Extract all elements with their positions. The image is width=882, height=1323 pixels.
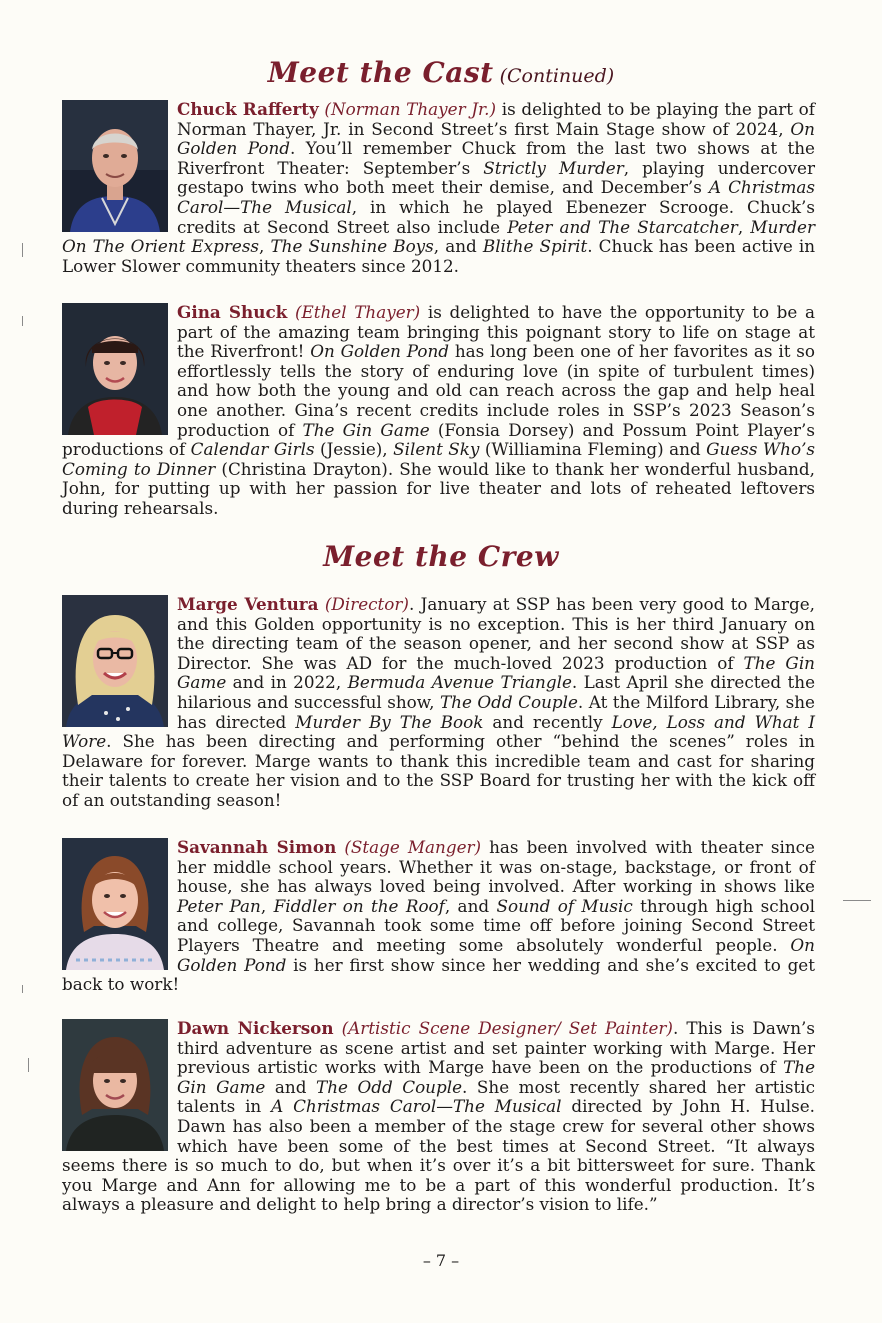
bio-title-italic: On Golden Pond [177, 934, 815, 975]
bio-text: . You’ll remember Chuck from the last two shows at the Riverfront Theater: September’s [177, 138, 815, 178]
bio-text: (Jessie), [314, 439, 394, 460]
bio-title-italic: The Odd Couple [316, 1076, 463, 1097]
bio-title-italic: Calendar Girls [190, 439, 315, 460]
bio-text: and [265, 1076, 316, 1097]
bio-text: , [737, 216, 751, 237]
bio-text: , in which he played Ebenezer Scrooge. Chuck’s credits at Second Street also include [177, 196, 815, 237]
bio-title-italic: The Gin Game [177, 652, 815, 693]
bio-title-italic: Sound of Music [496, 895, 633, 916]
bio-dawn-nickerson [62, 1019, 815, 1215]
scan-speck [843, 900, 871, 901]
bio-text: . She most recently shared her artistic talents in [177, 1076, 815, 1117]
bio-text: is her first show since her wedding and she’s excited to get back to work! [62, 954, 815, 995]
bio-text: , and [444, 895, 497, 916]
bio-text: (Christina Drayton). She would like to thank her wonderful husband, John, for putting up with her passion for live theater and lots of reheated leftovers during rehearsals. [62, 458, 815, 518]
headshot-savannah-simon [62, 838, 168, 970]
bio-title-italic: The Sunshine Boys [270, 236, 434, 257]
scan-speck [22, 316, 23, 326]
bio-title-italic: The Gin Game [302, 419, 430, 440]
bio-role: (Artistic Scene Designer/ Set Painter) [341, 1018, 673, 1038]
bio-title-italic: Blithe Spirit [482, 236, 588, 257]
bio-text: (Williamina Fleming) and [479, 439, 707, 460]
bio-title-italic: On Golden Pond [310, 341, 450, 362]
scan-speck [22, 243, 23, 257]
bio-text: , playing undercover gestapo twins who both meet their demise, and December’s [177, 157, 815, 198]
bio-text: is delighted to have the opportunity to be a part of the amazing team bringing this poignant story to life on stage at the Riverfront! [177, 302, 815, 362]
bio-title-italic: A Christmas Carol—The Musical [177, 177, 816, 217]
bio-text: (Fonsia Dorsey) and Possum Point Player’s productions of [62, 419, 815, 460]
bio-title-italic: Murder By The Book [295, 711, 484, 732]
bio-title-italic: The Gin Game [177, 1057, 815, 1097]
cast-heading [0, 56, 882, 89]
bio-marge-ventura [62, 595, 815, 811]
bio-title-italic: A Christmas Carol—The Musical [271, 1096, 562, 1117]
bio-text: has been involved with theater since her middle school years. Whether it was on-stage, backstage, or front of house, she has always loved being involved. After working in shows like [177, 837, 815, 897]
bio-title-italic: Fiddler on the Roof [273, 895, 445, 916]
bio-title-italic: Love, Loss and What I Wore [62, 711, 815, 752]
bio-title-italic: Murder On The Orient Express [62, 216, 815, 257]
bio-text: . This is Dawn’s third adventure as scene artist and set painter working with Marge. Her previous artistic works with Marge have been on the productions of [177, 1018, 815, 1078]
bio-text: . She has been directing and performing other “behind the scenes” roles in Delaware for forever. Marge wants to thank this incredible team and cast for sharing their talents to create her vision and to the SSP Board for trusting her with the kick off of an outstanding season! [62, 731, 815, 810]
bio-text: . Chuck has been active in Lower Slower community theaters since 2012. [62, 236, 816, 276]
bio-title-italic: The Odd Couple [439, 691, 578, 712]
page-number: – 7 – [422, 1251, 460, 1270]
bio-text: is delighted to be playing the part of Norman Thayer, Jr. in Second Street’s first Main Stage show of 2024, [177, 99, 815, 139]
scan-speck [28, 1058, 29, 1072]
bio-text: and recently [483, 711, 612, 732]
bio-gina-shuck [62, 303, 815, 519]
bio-text: . At the Milford Library, she has directed [177, 691, 815, 732]
bio-chuck-rafferty [62, 100, 815, 276]
headshot-gina-shuck [62, 303, 168, 435]
bio-role: (Stage Manger) [344, 837, 482, 857]
scan-speck [22, 985, 23, 993]
bio-name: Dawn Nickerson [177, 1018, 334, 1038]
bio-title-italic: Guess Who’s Coming to Dinner [62, 439, 816, 479]
bio-text: . Last April she directed the hilarious and successful show, [177, 672, 815, 712]
bio-text: . January at SSP has been very good to Marge, and this Golden opportunity is no exception. This is her third January on the directing team of the season opener, and her second show at SSP as Director. She was AD for the much-loved 2023 production of [177, 594, 815, 673]
bio-text: , [259, 236, 271, 257]
headshot-dawn-nickerson [62, 1019, 168, 1151]
bio-text: directed by John H. Hulse. Dawn has also been a member of the stage crew for several other shows which have been some of the best times at Second Street. “It always seems there is so much to do, but when it’s over it’s a bit bittersweet for sure. Thank you Marge and Ann for allowing me to be a part of this wonderful production. It’s always a pleasure and delight to help bring a director’s vision to life.” [62, 1096, 815, 1215]
bio-title-italic: Strictly Murder [483, 157, 624, 178]
crew-heading [0, 540, 882, 573]
bio-role: (Director) [324, 594, 409, 614]
bio-name: Chuck Rafferty [177, 99, 319, 119]
bio-text: and in 2022, [226, 672, 348, 693]
bio-text: has long been one of her favorites as it so effortlessly tells the story of enduring love (in spite of turbulent times) and how both the young and old can reach across the gap and help heal one another. Gina’s recent credits include roles in SSP’s 2023 Season’s production of [177, 341, 815, 440]
bio-role: (Norman Thayer Jr.) [324, 99, 497, 119]
bio-text: through high school and college, Savannah took some time off before joining Second Street Players Theatre and meeting some absolutely wonderful people. [177, 895, 816, 955]
bio-title-italic: Silent Sky [393, 439, 480, 460]
bio-title-italic: Peter Pan [177, 895, 261, 916]
bio-name: Gina Shuck [177, 302, 288, 322]
bio-text: , [260, 895, 274, 916]
bio-title-italic: On Golden Pond [177, 118, 815, 159]
bio-role: (Ethel Thayer) [294, 302, 421, 322]
cast-heading-subtitle: (Continued) [499, 65, 615, 87]
bio-savannah-simon [62, 838, 815, 995]
bio-title-italic: Peter and The Starcatcher [507, 216, 738, 237]
cast-heading-title: Meet the Cast [267, 56, 494, 89]
bio-name: Marge Ventura [177, 594, 319, 614]
bio-name: Savannah Simon [177, 837, 337, 857]
crew-heading-title: Meet the Crew [323, 540, 559, 573]
headshot-marge-ventura [62, 595, 168, 727]
bio-title-italic: Bermuda Avenue Triangle [347, 672, 572, 693]
headshot-chuck-rafferty [62, 100, 168, 232]
bio-text: , and [433, 236, 483, 257]
